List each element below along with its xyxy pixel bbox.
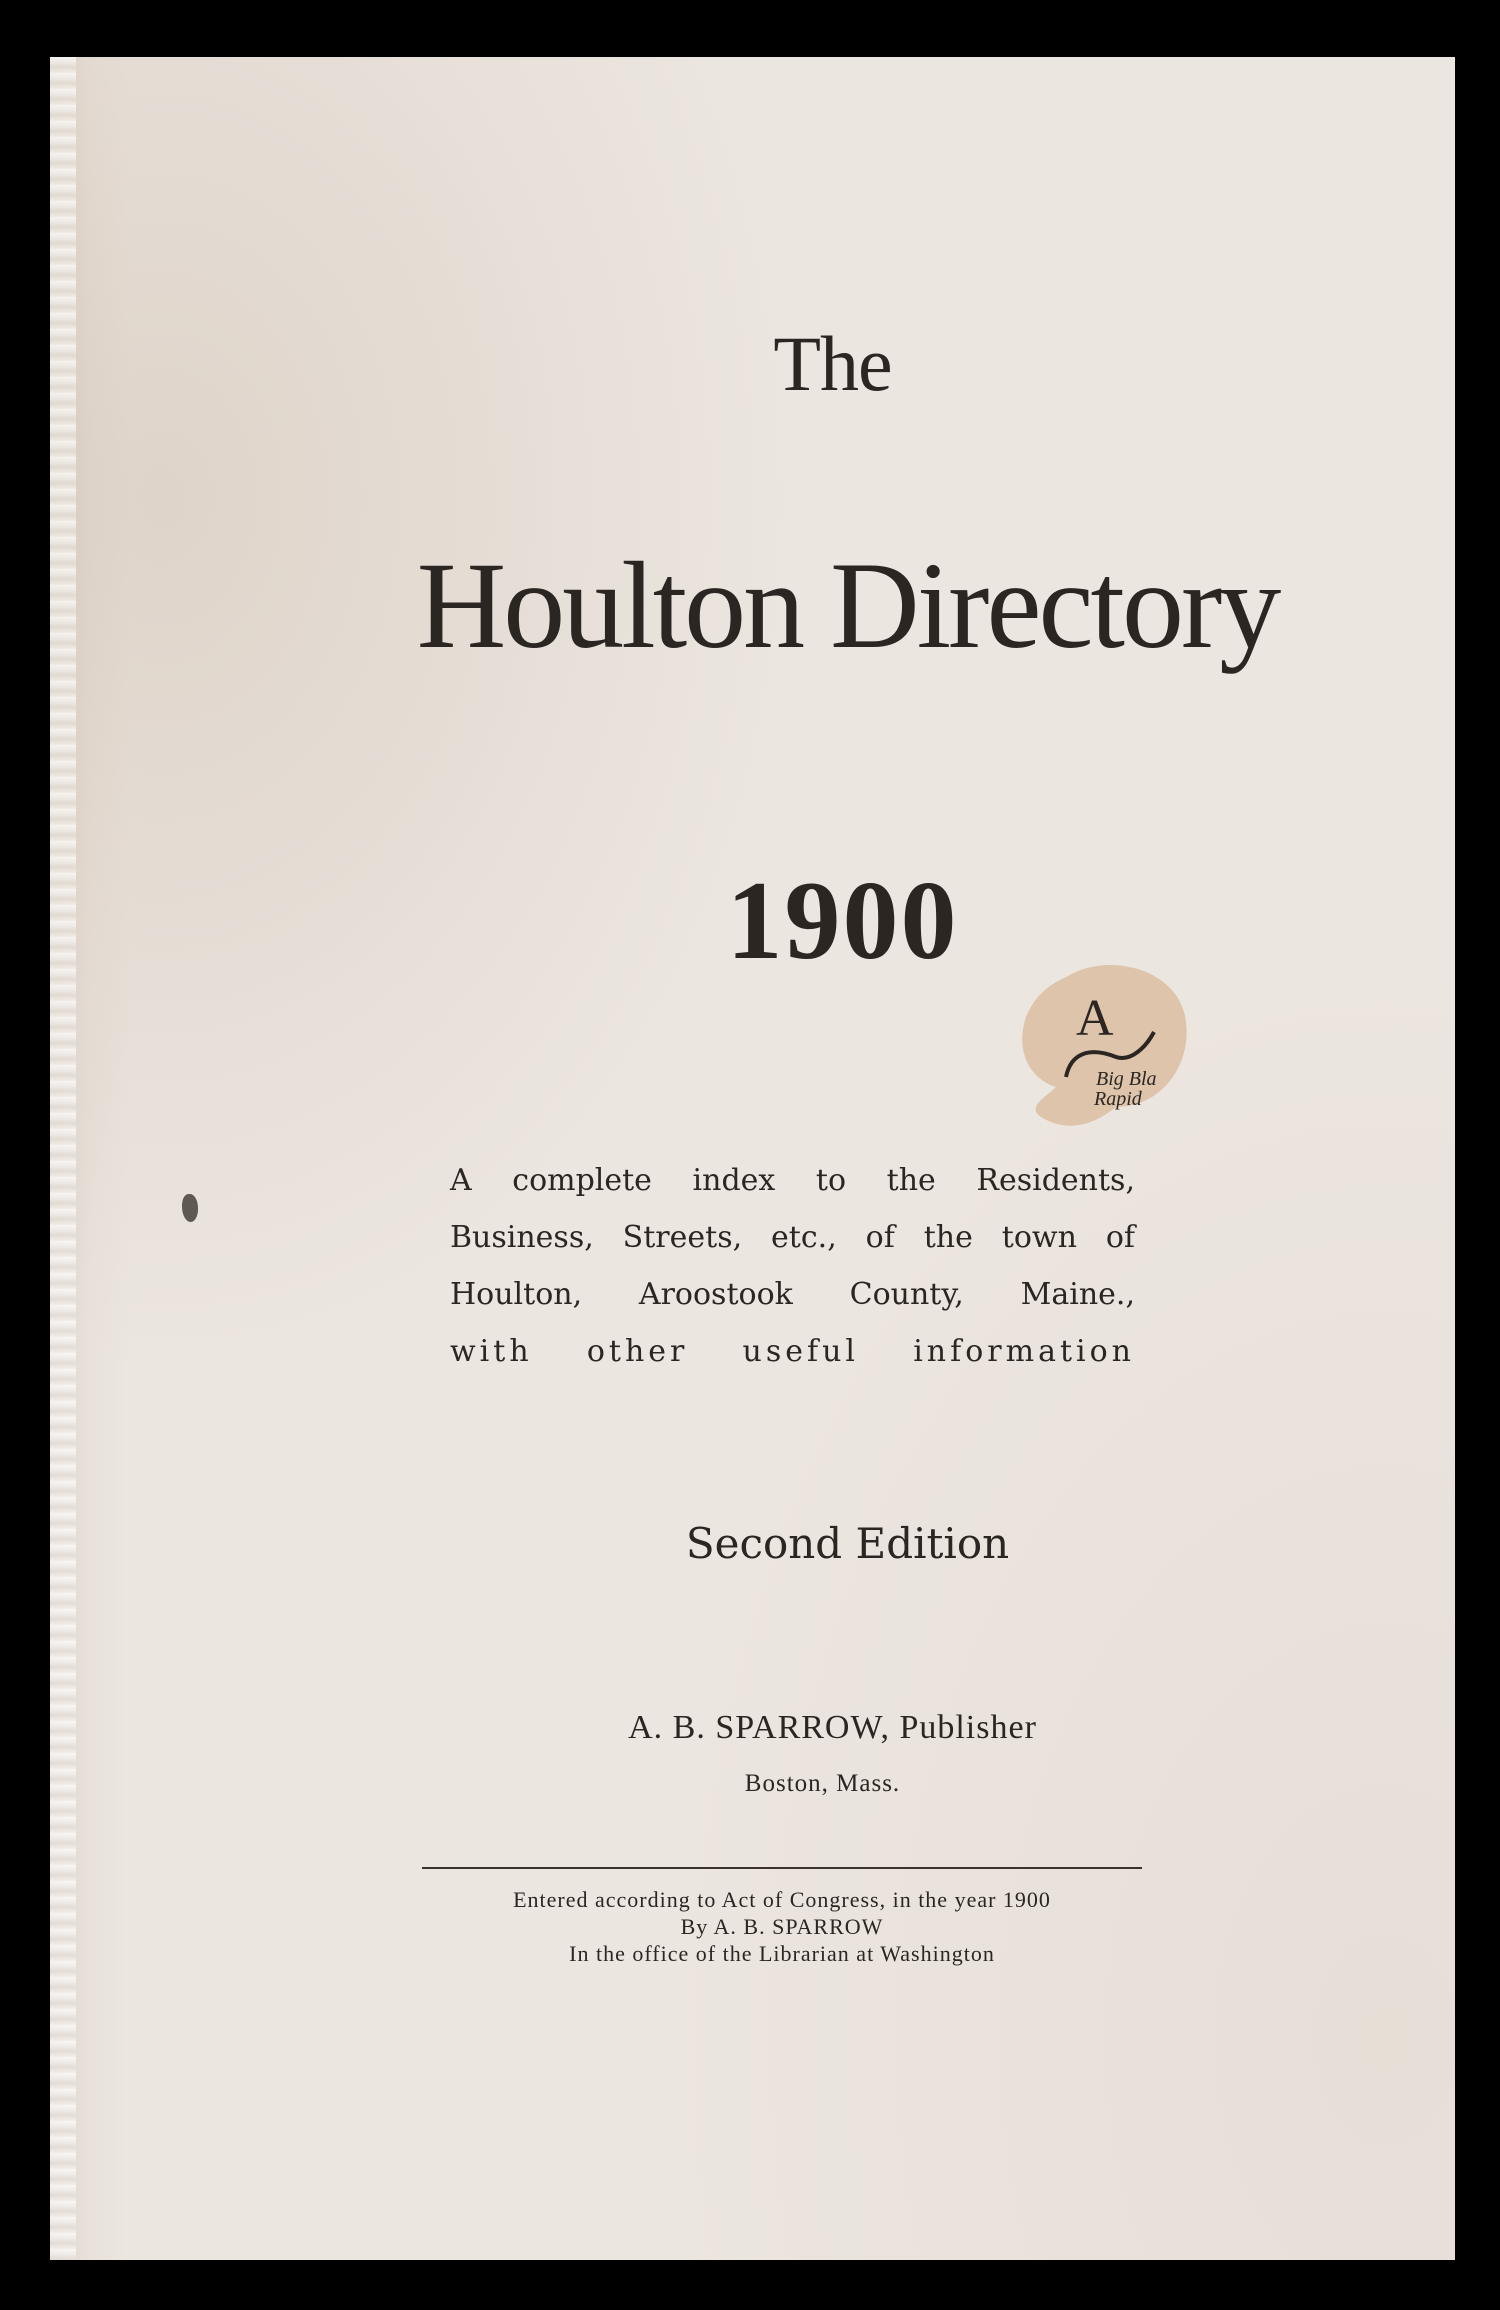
description-line: with other useful information: [450, 1334, 1135, 1369]
directory-title: Houlton Directory: [416, 537, 1279, 674]
copyright-line: By A. B. SPARROW: [680, 1914, 884, 1939]
stamp-letter: A: [1076, 990, 1114, 1047]
stamp-text-line-1: Big Bla: [1096, 1068, 1157, 1090]
stamp-text-line-2: Rapid: [1094, 1088, 1142, 1110]
library-stamp: [996, 957, 1196, 1142]
title-page: [50, 57, 1455, 2260]
publisher-city: Boston, Mass.: [744, 1770, 901, 1797]
copyright-line: Entered according to Act of Congress, in the year 1900: [513, 1887, 1051, 1912]
ink-stain: [182, 1194, 198, 1222]
description-line: Houlton, Aroostook County, Maine.,: [450, 1277, 1135, 1312]
description-line: A complete index to the Residents,: [450, 1163, 1135, 1198]
directory-description: [450, 1152, 1135, 1380]
edition-label: Second Edition: [685, 1519, 1010, 1568]
description-line: Business, Streets, etc., of the town of: [450, 1220, 1135, 1255]
copyright-line: In the office of the Librarian at Washington: [569, 1941, 995, 1966]
divider-rule: [422, 1867, 1142, 1869]
directory-year: 1900: [726, 859, 959, 983]
title-the: The: [773, 320, 892, 407]
publisher-name: A. B. SPARROW, Publisher: [628, 1709, 1037, 1746]
torn-page-edge: [50, 57, 76, 2260]
